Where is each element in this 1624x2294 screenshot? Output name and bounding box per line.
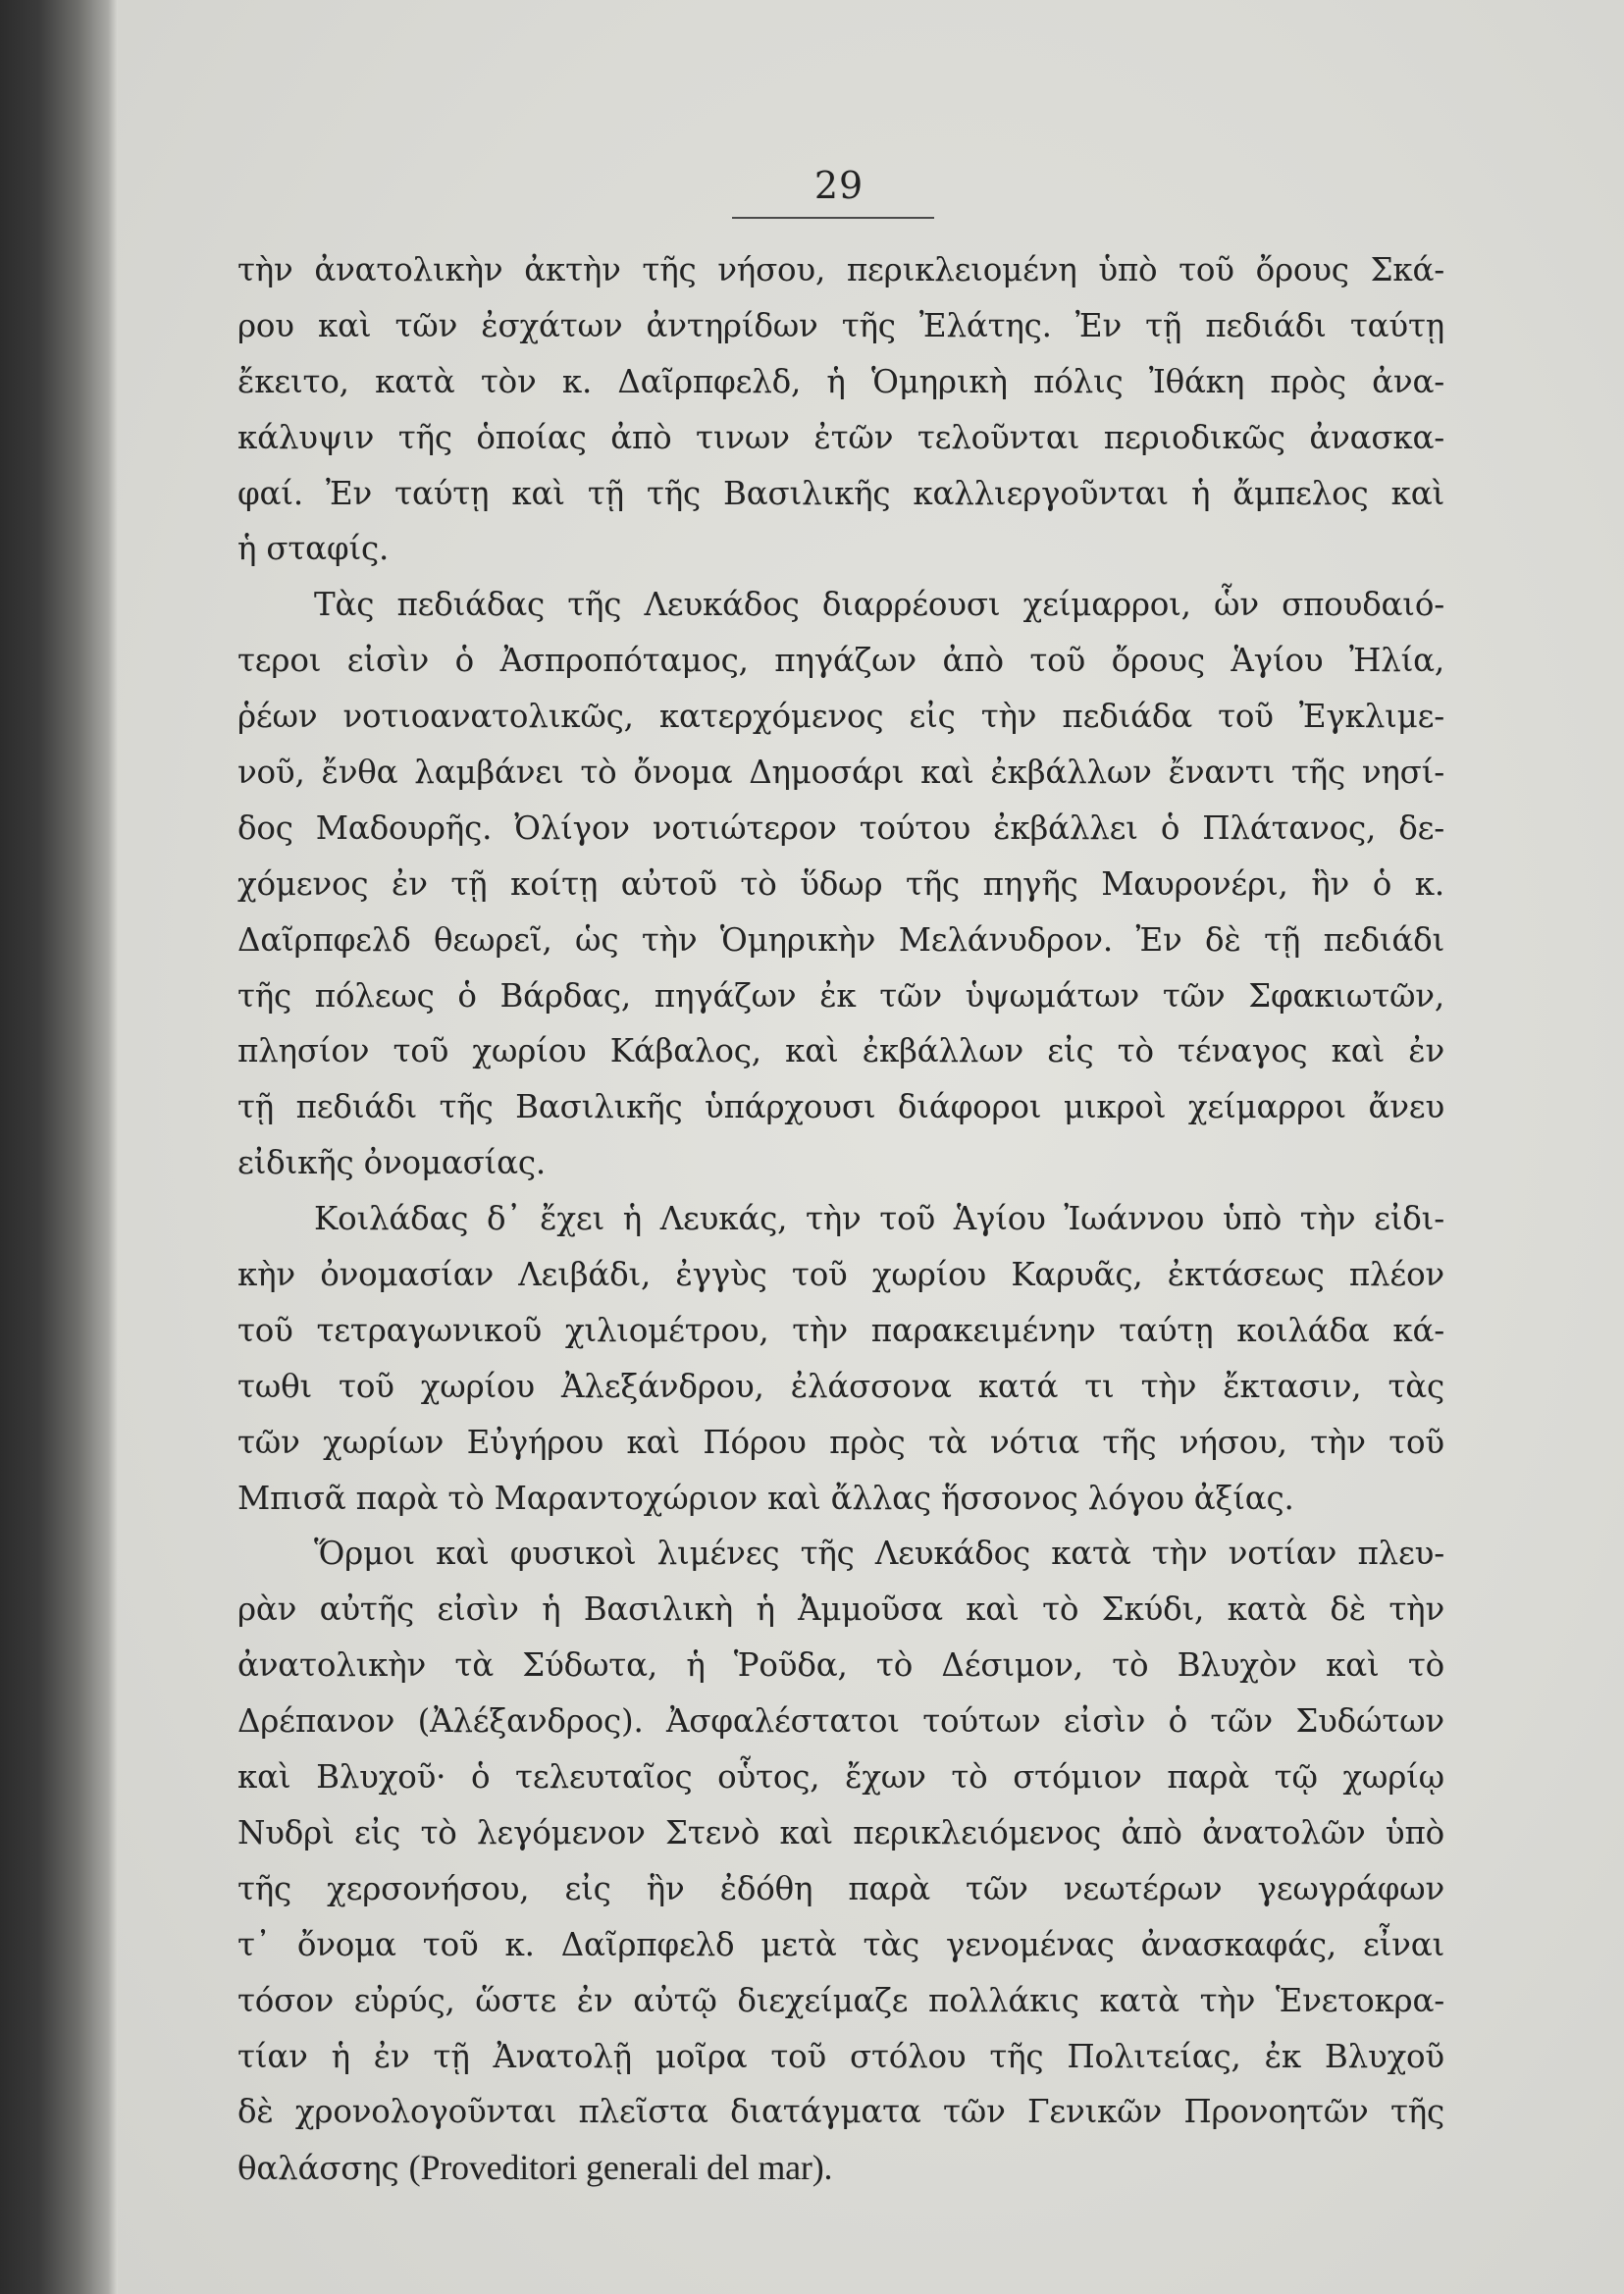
page-number-rule	[732, 217, 934, 219]
text-line: Νυδρὶ εἰς τὸ λεγόμενον Στενὸ καὶ περικλειόμενος ἀπὸ ἀνατολῶν ὑπὸ	[237, 1813, 1444, 1851]
latin-phrase: (Proveditori generali del mar).	[408, 2148, 833, 2188]
book-spine-shadow	[0, 0, 118, 2294]
body-text	[237, 242, 1444, 2196]
text-line: τῶν χωρίων Εὐγήρου καὶ Πόρου πρὸς τὰ νότια τῆς νήσου, τὴν τοῦ	[237, 1423, 1444, 1461]
text-line: πλησίον τοῦ χωρίου Κάβαλος, καὶ ἐκβάλλων εἰς τὸ τέναγος καὶ ἐν	[237, 1032, 1444, 1070]
paragraph-first-line: Τὰς πεδιάδας τῆς Λευκάδος διαρρέουσι χείμαρροι, ὧν σπουδαιό-	[314, 586, 1444, 624]
text-line: κάλυψιν τῆς ὁποίας ἀπὸ τινων ἐτῶν τελοῦνται περιοδικῶς ἀνασκα-	[237, 418, 1444, 456]
text-line: Μπισᾶ παρὰ τὸ Μαραντοχώριον καὶ ἄλλας ἥσσονος λόγου ἀξίας.	[237, 1479, 1294, 1517]
text-line: τ᾽ ὄνομα τοῦ κ. Δαῖρπφελδ μετὰ τὰς γενομένας ἀνασκαφάς, εἶναι	[237, 1925, 1444, 1963]
text-line: ἀνατολικὴν τὰ Σύδωτα, ἡ Ῥοῦδα, τὸ Δέσιμον, τὸ Βλυχὸν καὶ τὸ	[237, 1646, 1444, 1685]
text-line: κὴν ὀνομασίαν Λειβάδι, ἐγγὺς τοῦ χωρίου Καρυᾶς, ἐκτάσεως πλέον	[237, 1256, 1444, 1294]
text-line: τόσον εὐρύς, ὥστε ἐν αὐτῷ διεχείμαζε πολλάκις κατὰ τὴν Ἑνετοκρα-	[237, 1981, 1444, 2019]
text-line: τῇ πεδιάδι τῆς Βασιλικῆς ὑπάρχουσι διάφοροι μικροὶ χείμαρροι ἄνευ	[237, 1088, 1444, 1126]
text-line: δὲ χρονολογοῦνται πλεῖστα διατάγματα τῶν Γενικῶν Προνοητῶν τῆς	[237, 2093, 1444, 2131]
final-greek-word: θαλάσσης	[237, 2150, 399, 2188]
text-line: τίαν ἡ ἐν τῇ Ἀνατολῇ μοῖρα τοῦ στόλου τῆς Πολιτείας, ἐκ Βλυχοῦ	[237, 2037, 1444, 2075]
text-line: Δρέπανον (Ἀλέξανδρος). Ἀσφαλέστατοι τούτων εἰσὶν ὁ τῶν Συδώτων	[237, 1702, 1444, 1741]
text-line: εἰδικῆς ὀνομασίας.	[237, 1144, 546, 1182]
text-line: ἡ σταφίς.	[237, 530, 390, 568]
scanned-page	[118, 0, 1624, 2294]
paragraph-first-line: Ὅρμοι καὶ φυσικοὶ λιμένες τῆς Λευκάδος κατὰ τὴν νοτίαν πλευ-	[314, 1535, 1444, 1573]
text-line: ἔκειτο, κατὰ τὸν κ. Δαῖρπφελδ, ἡ Ὁμηρικὴ πόλις Ἰθάκη πρὸς ἀνα-	[237, 362, 1444, 400]
text-line: τῆς χερσονήσου, εἰς ἣν ἐδόθη παρὰ τῶν νεωτέρων γεωγράφων	[237, 1869, 1444, 1907]
text-line: νοῦ, ἔνθα λαμβάνει τὸ ὄνομα Δημοσάρι καὶ ἐκβάλλων ἔναντι τῆς νησί-	[237, 754, 1444, 792]
text-line: ῥέων νοτιοανατολικῶς, κατερχόμενος εἰς τὴν πεδιάδα τοῦ Ἐγκλιμε-	[237, 698, 1444, 736]
text-line: ρου καὶ τῶν ἐσχάτων ἀντηρίδων τῆς Ἐλάτης. Ἐν τῇ πεδιάδι ταύτῃ	[237, 306, 1444, 344]
text-line: τὴν ἀνατολικὴν ἀκτὴν τῆς νήσου, περικλειομένη ὑπὸ τοῦ ὄρους Σκά-	[237, 251, 1444, 288]
text-line: τοῦ τετραγωνικοῦ χιλιομέτρου, τὴν παρακειμένην ταύτῃ κοιλάδα κά-	[237, 1311, 1444, 1349]
text-line: τῆς πόλεως ὁ Βάρδας, πηγάζων ἐκ τῶν ὑψωμάτων τῶν Σφακιωτῶν,	[237, 976, 1444, 1015]
text-line: τωθι τοῦ χωρίου Ἀλεξάνδρου, ἐλάσσονα κατά τι τὴν ἔκτασιν, τὰς	[237, 1367, 1444, 1405]
text-line: Δαῖρπφελδ θεωρεῖ, ὡς τὴν Ὁμηρικὴν Μελάνυδρον. Ἐν δὲ τῇ πεδιάδι	[237, 920, 1444, 959]
text-line: χόμενος ἐν τῇ κοίτῃ αὐτοῦ τὸ ὕδωρ τῆς πηγῆς Μαυρονέρι, ἣν ὁ κ.	[237, 864, 1444, 903]
text-line: τεροι εἰσὶν ὁ Ἀσπροπόταμος, πηγάζων ἀπὸ τοῦ ὄρους Ἁγίου Ἠλία,	[237, 642, 1444, 680]
text-line: ρὰν αὐτῆς εἰσὶν ἡ Βασιλικὴ ἡ Ἀμμοῦσα καὶ τὸ Σκύδι, κατὰ δὲ τὴν	[237, 1590, 1444, 1629]
text-line: καὶ Βλυχοῦ· ὁ τελευταῖος οὗτος, ἔχων τὸ στόμιον παρὰ τῷ χωρίῳ	[237, 1758, 1444, 1797]
text-line: δος Μαδουρῆς. Ὀλίγον νοτιώτερον τούτου ἐκβάλλει ὁ Πλάτανος, δε-	[237, 808, 1444, 847]
text-line-final	[237, 2140, 1444, 2196]
page-number: 29	[813, 164, 864, 207]
text-line: φαί. Ἐν ταύτῃ καὶ τῇ τῆς Βασιλικῆς καλλιεργοῦνται ἡ ἄμπελος καὶ	[237, 474, 1444, 512]
paragraph-first-line: Κοιλάδας δ᾽ ἔχει ἡ Λευκάς, τὴν τοῦ Ἁγίου Ἰωάννου ὑπὸ τὴν εἰδι-	[314, 1200, 1444, 1238]
